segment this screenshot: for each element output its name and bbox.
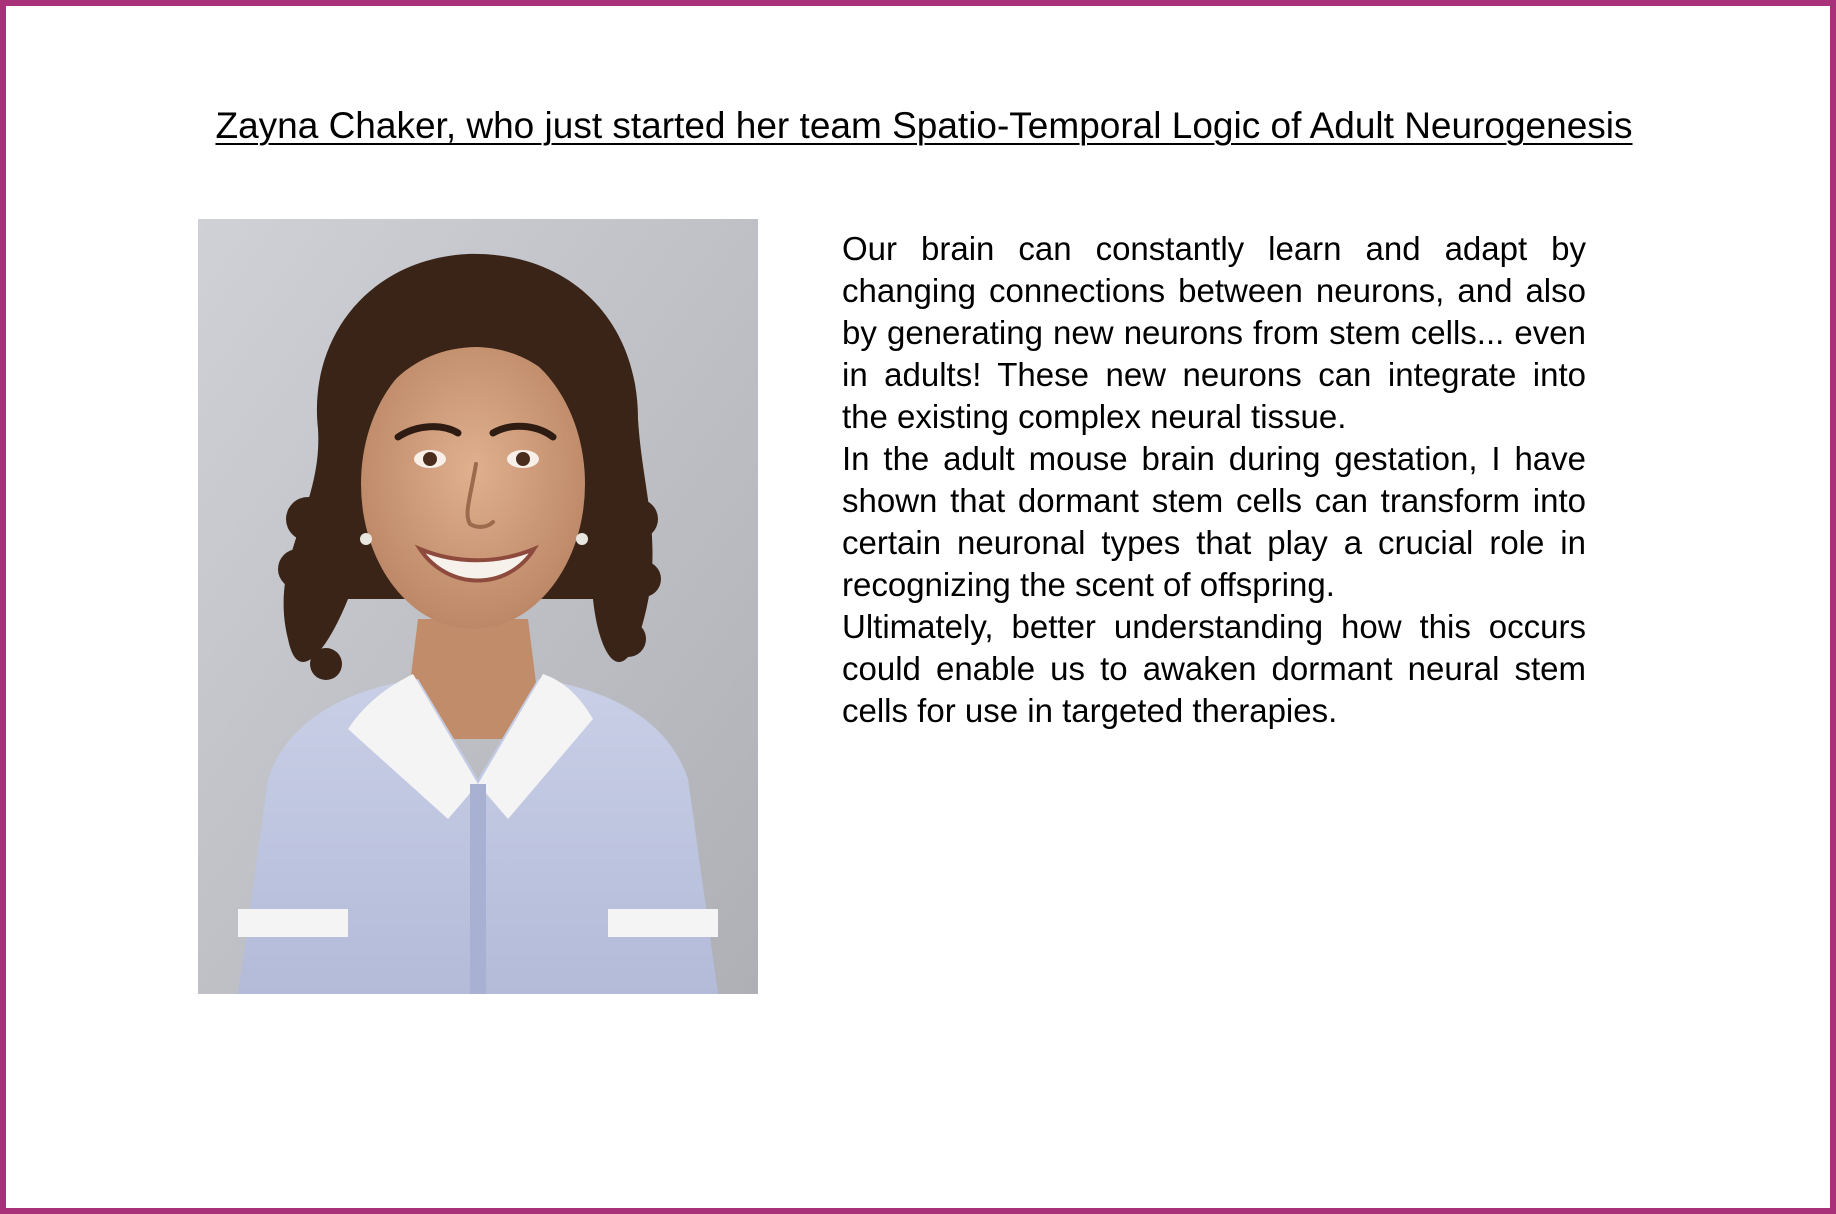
bio-paragraph: Our brain can constantly learn and adapt by changing connections between neurons, and also by generating new neurons from stem cells... even in adults! These new neurons can integrate into the existing complex neural tissue.	[842, 230, 1586, 435]
portrait-photo	[198, 219, 758, 994]
bio-paragraph: Ultimately, better understanding how this occurs could enable us to awaken dormant neural stem cells for use in targeted therapies.	[842, 608, 1586, 729]
bio-text	[842, 228, 1586, 732]
bio-paragraph: In the adult mouse brain during gestation, I have shown that dormant stem cells can transform into certain neuronal types that play a crucial role in recognizing the scent of offspring.	[842, 440, 1586, 603]
page-title: Zayna Chaker, who just started her team Spatio-Temporal Logic of Adult Neurogenesis	[215, 105, 1633, 146]
portrait-illustration	[198, 219, 758, 994]
